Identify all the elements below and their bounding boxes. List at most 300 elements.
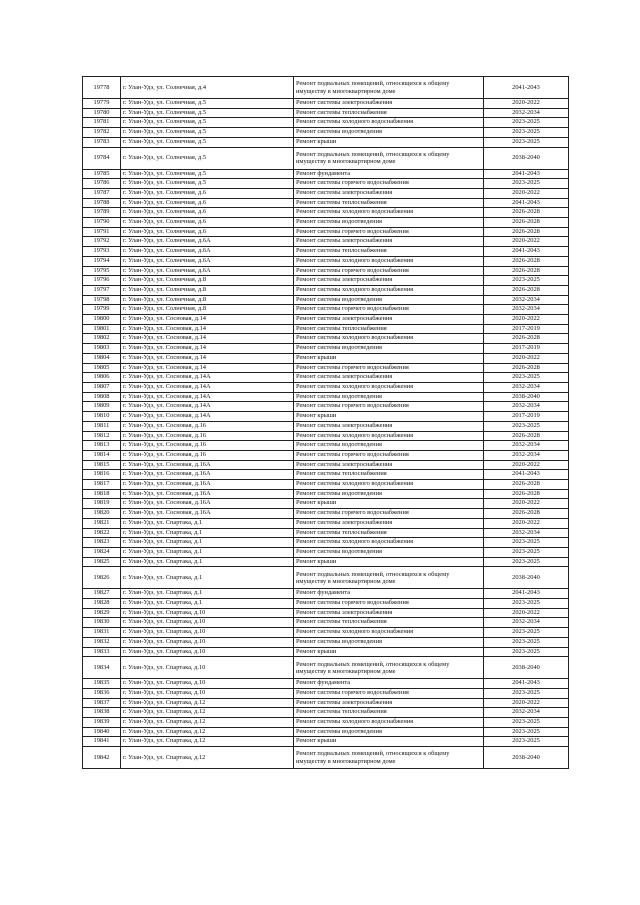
work-type-cell: Ремонт системы холодного водоснабжения — [294, 382, 484, 392]
row-number-cell: 19786 — [83, 179, 121, 189]
address-cell: г. Улан-Удэ, ул. Солнечная, д.5 — [121, 179, 294, 189]
row-number-cell: 19791 — [83, 227, 121, 237]
work-type-cell: Ремонт крыши — [294, 499, 484, 509]
address-cell: г. Улан-Удэ, ул. Сосновая, д.16А — [121, 460, 294, 470]
row-number-cell: 19789 — [83, 208, 121, 218]
table-row — [83, 285, 569, 295]
address-cell: г. Улан-Удэ, ул. Сосновая, д.14А — [121, 392, 294, 402]
row-number-cell: 19842 — [83, 747, 121, 769]
address-cell: г. Улан-Удэ, ул. Солнечная, д.5 — [121, 128, 294, 138]
table-row — [83, 421, 569, 431]
work-type-cell: Ремонт крыши — [294, 557, 484, 567]
row-number-cell: 19810 — [83, 412, 121, 422]
row-number-cell: 19825 — [83, 557, 121, 567]
row-number-cell: 19793 — [83, 247, 121, 257]
work-type-cell: Ремонт системы электроснабжения — [294, 99, 484, 109]
table-row — [83, 547, 569, 557]
address-cell: г. Улан-Удэ, ул. Сосновая, д.14 — [121, 324, 294, 334]
row-number-cell: 19827 — [83, 589, 121, 599]
work-type-cell: Ремонт фундамента — [294, 679, 484, 689]
work-type-cell: Ремонт крыши — [294, 353, 484, 363]
work-type-cell: Ремонт крыши — [294, 647, 484, 657]
table-row — [83, 441, 569, 451]
address-cell: г. Улан-Удэ, ул. Сосновая, д.14А — [121, 373, 294, 383]
row-number-cell: 19840 — [83, 727, 121, 737]
row-number-cell: 19824 — [83, 547, 121, 557]
period-cell: 2023-2025 — [484, 718, 569, 728]
table-row — [83, 353, 569, 363]
work-type-cell: Ремонт системы водоотведения — [294, 441, 484, 451]
row-number-cell: 19798 — [83, 295, 121, 305]
period-cell: 2038-2040 — [484, 747, 569, 769]
table-row — [83, 324, 569, 334]
table-row — [83, 402, 569, 412]
period-cell: 2020-2022 — [484, 698, 569, 708]
period-cell: 2023-2025 — [484, 179, 569, 189]
work-type-cell: Ремонт системы холодного водоснабжения — [294, 480, 484, 490]
work-type-cell: Ремонт системы горячего водоснабжения — [294, 227, 484, 237]
table-row — [83, 363, 569, 373]
row-number-cell: 19831 — [83, 628, 121, 638]
row-number-cell: 19826 — [83, 567, 121, 589]
period-cell: 2023-2025 — [484, 128, 569, 138]
period-cell: 2017-2019 — [484, 344, 569, 354]
row-number-cell: 19790 — [83, 218, 121, 228]
address-cell: г. Улан-Удэ, ул. Сосновая, д.16 — [121, 431, 294, 441]
work-type-cell: Ремонт системы теплоснабжения — [294, 108, 484, 118]
row-number-cell: 19785 — [83, 169, 121, 179]
period-cell: 2017-2019 — [484, 324, 569, 334]
table-row — [83, 77, 569, 99]
row-number-cell: 19811 — [83, 421, 121, 431]
address-cell: г. Улан-Удэ, ул. Спартака, д.10 — [121, 647, 294, 657]
work-type-cell: Ремонт системы горячего водоснабжения — [294, 688, 484, 698]
table-row — [83, 557, 569, 567]
address-cell: г. Улан-Удэ, ул. Спартака, д.10 — [121, 679, 294, 689]
period-cell: 2020-2022 — [484, 353, 569, 363]
period-cell: 2023-2025 — [484, 727, 569, 737]
work-type-cell: Ремонт системы холодного водоснабжения — [294, 431, 484, 441]
table-row — [83, 698, 569, 708]
period-cell: 2041-2043 — [484, 679, 569, 689]
repair-schedule-table — [82, 76, 569, 769]
row-number-cell: 19783 — [83, 137, 121, 147]
table-row — [83, 538, 569, 548]
row-number-cell: 19830 — [83, 618, 121, 628]
row-number-cell: 19819 — [83, 499, 121, 509]
address-cell: г. Улан-Удэ, ул. Спартака, д.10 — [121, 618, 294, 628]
work-type-cell: Ремонт системы горячего водоснабжения — [294, 509, 484, 519]
period-cell: 2038-2040 — [484, 147, 569, 169]
table-row — [83, 169, 569, 179]
work-type-cell: Ремонт подвальных помещений, относящихся к общему имуществу в многоквартирном доме — [294, 77, 484, 99]
row-number-cell: 19805 — [83, 363, 121, 373]
table-row — [83, 628, 569, 638]
period-cell: 2041-2043 — [484, 169, 569, 179]
row-number-cell: 19794 — [83, 256, 121, 266]
work-type-cell: Ремонт системы холодного водоснабжения — [294, 118, 484, 128]
work-type-cell: Ремонт системы электроснабжения — [294, 315, 484, 325]
work-type-cell: Ремонт системы водоотведения — [294, 128, 484, 138]
table-row — [83, 128, 569, 138]
work-type-cell: Ремонт системы электроснабжения — [294, 608, 484, 618]
row-number-cell: 19814 — [83, 450, 121, 460]
row-number-cell: 19787 — [83, 188, 121, 198]
address-cell: г. Улан-Удэ, ул. Солнечная, д.6 — [121, 208, 294, 218]
row-number-cell: 19792 — [83, 237, 121, 247]
period-cell: 2020-2022 — [484, 608, 569, 618]
work-type-cell: Ремонт системы электроснабжения — [294, 460, 484, 470]
work-type-cell: Ремонт подвальных помещений, относящихся к общему имуществу в многоквартирном доме — [294, 747, 484, 769]
address-cell: г. Улан-Удэ, ул. Сосновая, д.14 — [121, 363, 294, 373]
table-row — [83, 188, 569, 198]
work-type-cell: Ремонт системы горячего водоснабжения — [294, 266, 484, 276]
row-number-cell: 19816 — [83, 470, 121, 480]
table-row — [83, 305, 569, 315]
table-row — [83, 266, 569, 276]
address-cell: г. Улан-Удэ, ул. Спартака, д.12 — [121, 708, 294, 718]
table-row — [83, 295, 569, 305]
address-cell: г. Улан-Удэ, ул. Солнечная, д.6 — [121, 188, 294, 198]
period-cell: 2041-2043 — [484, 470, 569, 480]
work-type-cell: Ремонт системы холодного водоснабжения — [294, 628, 484, 638]
period-cell: 2026-2028 — [484, 208, 569, 218]
period-cell: 2020-2022 — [484, 237, 569, 247]
work-type-cell: Ремонт системы горячего водоснабжения — [294, 305, 484, 315]
row-number-cell: 19778 — [83, 77, 121, 99]
row-number-cell: 19781 — [83, 118, 121, 128]
period-cell: 2023-2025 — [484, 276, 569, 286]
table-row — [83, 718, 569, 728]
row-number-cell: 19832 — [83, 637, 121, 647]
period-cell: 2023-2025 — [484, 637, 569, 647]
work-type-cell: Ремонт системы электроснабжения — [294, 421, 484, 431]
address-cell: г. Улан-Удэ, ул. Солнечная, д.6А — [121, 256, 294, 266]
work-type-cell: Ремонт системы теплоснабжения — [294, 618, 484, 628]
period-cell: 2020-2022 — [484, 518, 569, 528]
table-row — [83, 567, 569, 589]
row-number-cell: 19788 — [83, 198, 121, 208]
work-type-cell: Ремонт крыши — [294, 137, 484, 147]
address-cell: г. Улан-Удэ, ул. Солнечная, д.6А — [121, 247, 294, 257]
table-row — [83, 392, 569, 402]
period-cell: 2023-2025 — [484, 599, 569, 609]
table-row — [83, 147, 569, 169]
period-cell: 2026-2028 — [484, 480, 569, 490]
table-row — [83, 99, 569, 109]
table-row — [83, 608, 569, 618]
work-type-cell: Ремонт системы электроснабжения — [294, 276, 484, 286]
address-cell: г. Улан-Удэ, ул. Спартака, д.1 — [121, 528, 294, 538]
table-row — [83, 657, 569, 679]
address-cell: г. Улан-Удэ, ул. Солнечная, д.5 — [121, 169, 294, 179]
table-row — [83, 256, 569, 266]
row-number-cell: 19795 — [83, 266, 121, 276]
table-row — [83, 137, 569, 147]
period-cell: 2017-2019 — [484, 412, 569, 422]
work-type-cell: Ремонт системы горячего водоснабжения — [294, 402, 484, 412]
row-number-cell: 19779 — [83, 99, 121, 109]
table-row — [83, 334, 569, 344]
period-cell: 2020-2022 — [484, 315, 569, 325]
table-row — [83, 118, 569, 128]
table-row — [83, 237, 569, 247]
address-cell: г. Улан-Удэ, ул. Солнечная, д.4 — [121, 77, 294, 99]
work-type-cell: Ремонт системы водоотведения — [294, 489, 484, 499]
table-row — [83, 179, 569, 189]
row-number-cell: 19834 — [83, 657, 121, 679]
address-cell: г. Улан-Удэ, ул. Солнечная, д.6 — [121, 198, 294, 208]
period-cell: 2038-2040 — [484, 657, 569, 679]
row-number-cell: 19806 — [83, 373, 121, 383]
table-row — [83, 198, 569, 208]
address-cell: г. Улан-Удэ, ул. Сосновая, д.14А — [121, 382, 294, 392]
period-cell: 2023-2025 — [484, 137, 569, 147]
table-row — [83, 528, 569, 538]
table-row — [83, 499, 569, 509]
address-cell: г. Улан-Удэ, ул. Спартака, д.1 — [121, 547, 294, 557]
address-cell: г. Улан-Удэ, ул. Спартака, д.12 — [121, 737, 294, 747]
address-cell: г. Улан-Удэ, ул. Солнечная, д.5 — [121, 147, 294, 169]
period-cell: 2026-2028 — [484, 363, 569, 373]
table-row — [83, 382, 569, 392]
table-body — [83, 77, 569, 769]
row-number-cell: 19813 — [83, 441, 121, 451]
period-cell: 2026-2028 — [484, 218, 569, 228]
address-cell: г. Улан-Удэ, ул. Спартака, д.1 — [121, 599, 294, 609]
address-cell: г. Улан-Удэ, ул. Спартака, д.10 — [121, 688, 294, 698]
table-row — [83, 431, 569, 441]
address-cell: г. Улан-Удэ, ул. Сосновая, д.14А — [121, 402, 294, 412]
address-cell: г. Улан-Удэ, ул. Солнечная, д.5 — [121, 108, 294, 118]
address-cell: г. Улан-Удэ, ул. Спартака, д.1 — [121, 589, 294, 599]
period-cell: 2026-2028 — [484, 334, 569, 344]
period-cell: 2041-2043 — [484, 198, 569, 208]
period-cell: 2041-2043 — [484, 77, 569, 99]
table-row — [83, 727, 569, 737]
period-cell: 2020-2022 — [484, 499, 569, 509]
period-cell: 2038-2040 — [484, 567, 569, 589]
table-row — [83, 218, 569, 228]
address-cell: г. Улан-Удэ, ул. Сосновая, д.16 — [121, 441, 294, 451]
work-type-cell: Ремонт системы электроснабжения — [294, 373, 484, 383]
work-type-cell: Ремонт системы теплоснабжения — [294, 247, 484, 257]
period-cell: 2023-2025 — [484, 421, 569, 431]
row-number-cell: 19780 — [83, 108, 121, 118]
work-type-cell: Ремонт подвальных помещений, относящихся к общему имуществу в многоквартирном доме — [294, 657, 484, 679]
work-type-cell: Ремонт системы горячего водоснабжения — [294, 179, 484, 189]
work-type-cell: Ремонт системы холодного водоснабжения — [294, 256, 484, 266]
table-row — [83, 518, 569, 528]
work-type-cell: Ремонт системы электроснабжения — [294, 237, 484, 247]
period-cell: 2026-2028 — [484, 285, 569, 295]
row-number-cell: 19838 — [83, 708, 121, 718]
row-number-cell: 19817 — [83, 480, 121, 490]
period-cell: 2026-2028 — [484, 266, 569, 276]
period-cell: 2023-2025 — [484, 538, 569, 548]
address-cell: г. Улан-Удэ, ул. Солнечная, д.5 — [121, 137, 294, 147]
table-row — [83, 276, 569, 286]
row-number-cell: 19828 — [83, 599, 121, 609]
period-cell: 2032-2034 — [484, 618, 569, 628]
work-type-cell: Ремонт системы горячего водоснабжения — [294, 363, 484, 373]
row-number-cell: 19809 — [83, 402, 121, 412]
period-cell: 2041-2043 — [484, 589, 569, 599]
period-cell: 2038-2040 — [484, 392, 569, 402]
address-cell: г. Улан-Удэ, ул. Сосновая, д.16А — [121, 489, 294, 499]
address-cell: г. Улан-Удэ, ул. Солнечная, д.6 — [121, 218, 294, 228]
table-row — [83, 747, 569, 769]
address-cell: г. Улан-Удэ, ул. Сосновая, д.16А — [121, 499, 294, 509]
address-cell: г. Улан-Удэ, ул. Спартака, д.10 — [121, 657, 294, 679]
period-cell: 2026-2028 — [484, 509, 569, 519]
table-row — [83, 589, 569, 599]
period-cell: 2023-2025 — [484, 547, 569, 557]
period-cell: 2020-2022 — [484, 188, 569, 198]
address-cell: г. Улан-Удэ, ул. Спартака, д.12 — [121, 698, 294, 708]
row-number-cell: 19841 — [83, 737, 121, 747]
row-number-cell: 19807 — [83, 382, 121, 392]
address-cell: г. Улан-Удэ, ул. Спартака, д.12 — [121, 727, 294, 737]
period-cell: 2032-2034 — [484, 402, 569, 412]
work-type-cell: Ремонт крыши — [294, 412, 484, 422]
row-number-cell: 19839 — [83, 718, 121, 728]
address-cell: г. Улан-Удэ, ул. Солнечная, д.8 — [121, 295, 294, 305]
address-cell: г. Улан-Удэ, ул. Спартака, д.10 — [121, 608, 294, 618]
period-cell: 2032-2034 — [484, 295, 569, 305]
table-row — [83, 679, 569, 689]
row-number-cell: 19833 — [83, 647, 121, 657]
row-number-cell: 19800 — [83, 315, 121, 325]
address-cell: г. Улан-Удэ, ул. Спартака, д.10 — [121, 637, 294, 647]
row-number-cell: 19782 — [83, 128, 121, 138]
address-cell: г. Улан-Удэ, ул. Спартака, д.12 — [121, 747, 294, 769]
table-row — [83, 618, 569, 628]
table-row — [83, 737, 569, 747]
address-cell: г. Улан-Удэ, ул. Сосновая, д.14 — [121, 353, 294, 363]
period-cell: 2032-2034 — [484, 450, 569, 460]
address-cell: г. Улан-Удэ, ул. Спартака, д.10 — [121, 628, 294, 638]
row-number-cell: 19823 — [83, 538, 121, 548]
period-cell: 2032-2034 — [484, 305, 569, 315]
row-number-cell: 19801 — [83, 324, 121, 334]
table-row — [83, 647, 569, 657]
address-cell: г. Улан-Удэ, ул. Сосновая, д.16 — [121, 450, 294, 460]
row-number-cell: 19808 — [83, 392, 121, 402]
address-cell: г. Улан-Удэ, ул. Сосновая, д.16А — [121, 480, 294, 490]
address-cell: г. Улан-Удэ, ул. Сосновая, д.14 — [121, 344, 294, 354]
work-type-cell: Ремонт системы электроснабжения — [294, 188, 484, 198]
table-row — [83, 509, 569, 519]
period-cell: 2041-2043 — [484, 247, 569, 257]
work-type-cell: Ремонт крыши — [294, 737, 484, 747]
work-type-cell: Ремонт системы теплоснабжения — [294, 470, 484, 480]
row-number-cell: 19820 — [83, 509, 121, 519]
table-row — [83, 373, 569, 383]
address-cell: г. Улан-Удэ, ул. Солнечная, д.8 — [121, 305, 294, 315]
address-cell: г. Улан-Удэ, ул. Сосновая, д.16А — [121, 509, 294, 519]
address-cell: г. Улан-Удэ, ул. Спартака, д.1 — [121, 567, 294, 589]
row-number-cell: 19803 — [83, 344, 121, 354]
table-row — [83, 315, 569, 325]
work-type-cell: Ремонт системы электроснабжения — [294, 698, 484, 708]
work-type-cell: Ремонт системы теплоснабжения — [294, 708, 484, 718]
row-number-cell: 19815 — [83, 460, 121, 470]
work-type-cell: Ремонт фундамента — [294, 169, 484, 179]
table-row — [83, 480, 569, 490]
row-number-cell: 19784 — [83, 147, 121, 169]
period-cell: 2032-2034 — [484, 108, 569, 118]
work-type-cell: Ремонт системы холодного водоснабжения — [294, 285, 484, 295]
address-cell: г. Улан-Удэ, ул. Солнечная, д.5 — [121, 118, 294, 128]
table-row — [83, 460, 569, 470]
period-cell: 2026-2028 — [484, 256, 569, 266]
period-cell: 2032-2034 — [484, 441, 569, 451]
work-type-cell: Ремонт системы водоотведения — [294, 392, 484, 402]
work-type-cell: Ремонт системы холодного водоснабжения — [294, 208, 484, 218]
address-cell: г. Улан-Удэ, ул. Спартака, д.1 — [121, 538, 294, 548]
table-row — [83, 599, 569, 609]
table-row — [83, 227, 569, 237]
row-number-cell: 19829 — [83, 608, 121, 618]
row-number-cell: 19818 — [83, 489, 121, 499]
work-type-cell: Ремонт подвальных помещений, относящихся к общему имуществу в многоквартирном доме — [294, 567, 484, 589]
work-type-cell: Ремонт фундамента — [294, 589, 484, 599]
table-row — [83, 708, 569, 718]
address-cell: г. Улан-Удэ, ул. Сосновая, д.16А — [121, 470, 294, 480]
table-row — [83, 344, 569, 354]
period-cell: 2026-2028 — [484, 431, 569, 441]
row-number-cell: 19799 — [83, 305, 121, 315]
period-cell: 2023-2025 — [484, 373, 569, 383]
address-cell: г. Улан-Удэ, ул. Солнечная, д.8 — [121, 276, 294, 286]
work-type-cell: Ремонт системы водоотведения — [294, 218, 484, 228]
table-row — [83, 412, 569, 422]
work-type-cell: Ремонт системы водоотведения — [294, 637, 484, 647]
address-cell: г. Улан-Удэ, ул. Солнечная, д.5 — [121, 99, 294, 109]
address-cell: г. Улан-Удэ, ул. Спартака, д.12 — [121, 718, 294, 728]
table-row — [83, 108, 569, 118]
table-row — [83, 489, 569, 499]
period-cell: 2023-2025 — [484, 557, 569, 567]
row-number-cell: 19822 — [83, 528, 121, 538]
table-row — [83, 208, 569, 218]
address-cell: г. Улан-Удэ, ул. Сосновая, д.16 — [121, 421, 294, 431]
table-row — [83, 470, 569, 480]
address-cell: г. Улан-Удэ, ул. Сосновая, д.14 — [121, 315, 294, 325]
table-row — [83, 247, 569, 257]
address-cell: г. Улан-Удэ, ул. Сосновая, д.14А — [121, 412, 294, 422]
work-type-cell: Ремонт системы водоотведения — [294, 547, 484, 557]
period-cell: 2026-2028 — [484, 489, 569, 499]
period-cell: 2023-2025 — [484, 688, 569, 698]
period-cell: 2023-2025 — [484, 647, 569, 657]
work-type-cell: Ремонт системы водоотведения — [294, 727, 484, 737]
table-row — [83, 637, 569, 647]
address-cell: г. Улан-Удэ, ул. Солнечная, д.6А — [121, 237, 294, 247]
row-number-cell: 19802 — [83, 334, 121, 344]
table-row — [83, 450, 569, 460]
row-number-cell: 19837 — [83, 698, 121, 708]
period-cell: 2023-2025 — [484, 118, 569, 128]
period-cell: 2026-2028 — [484, 227, 569, 237]
table-row — [83, 688, 569, 698]
work-type-cell: Ремонт системы теплоснабжения — [294, 528, 484, 538]
work-type-cell: Ремонт системы холодного водоснабжения — [294, 718, 484, 728]
row-number-cell: 19835 — [83, 679, 121, 689]
address-cell: г. Улан-Удэ, ул. Солнечная, д.8 — [121, 285, 294, 295]
work-type-cell: Ремонт системы водоотведения — [294, 344, 484, 354]
